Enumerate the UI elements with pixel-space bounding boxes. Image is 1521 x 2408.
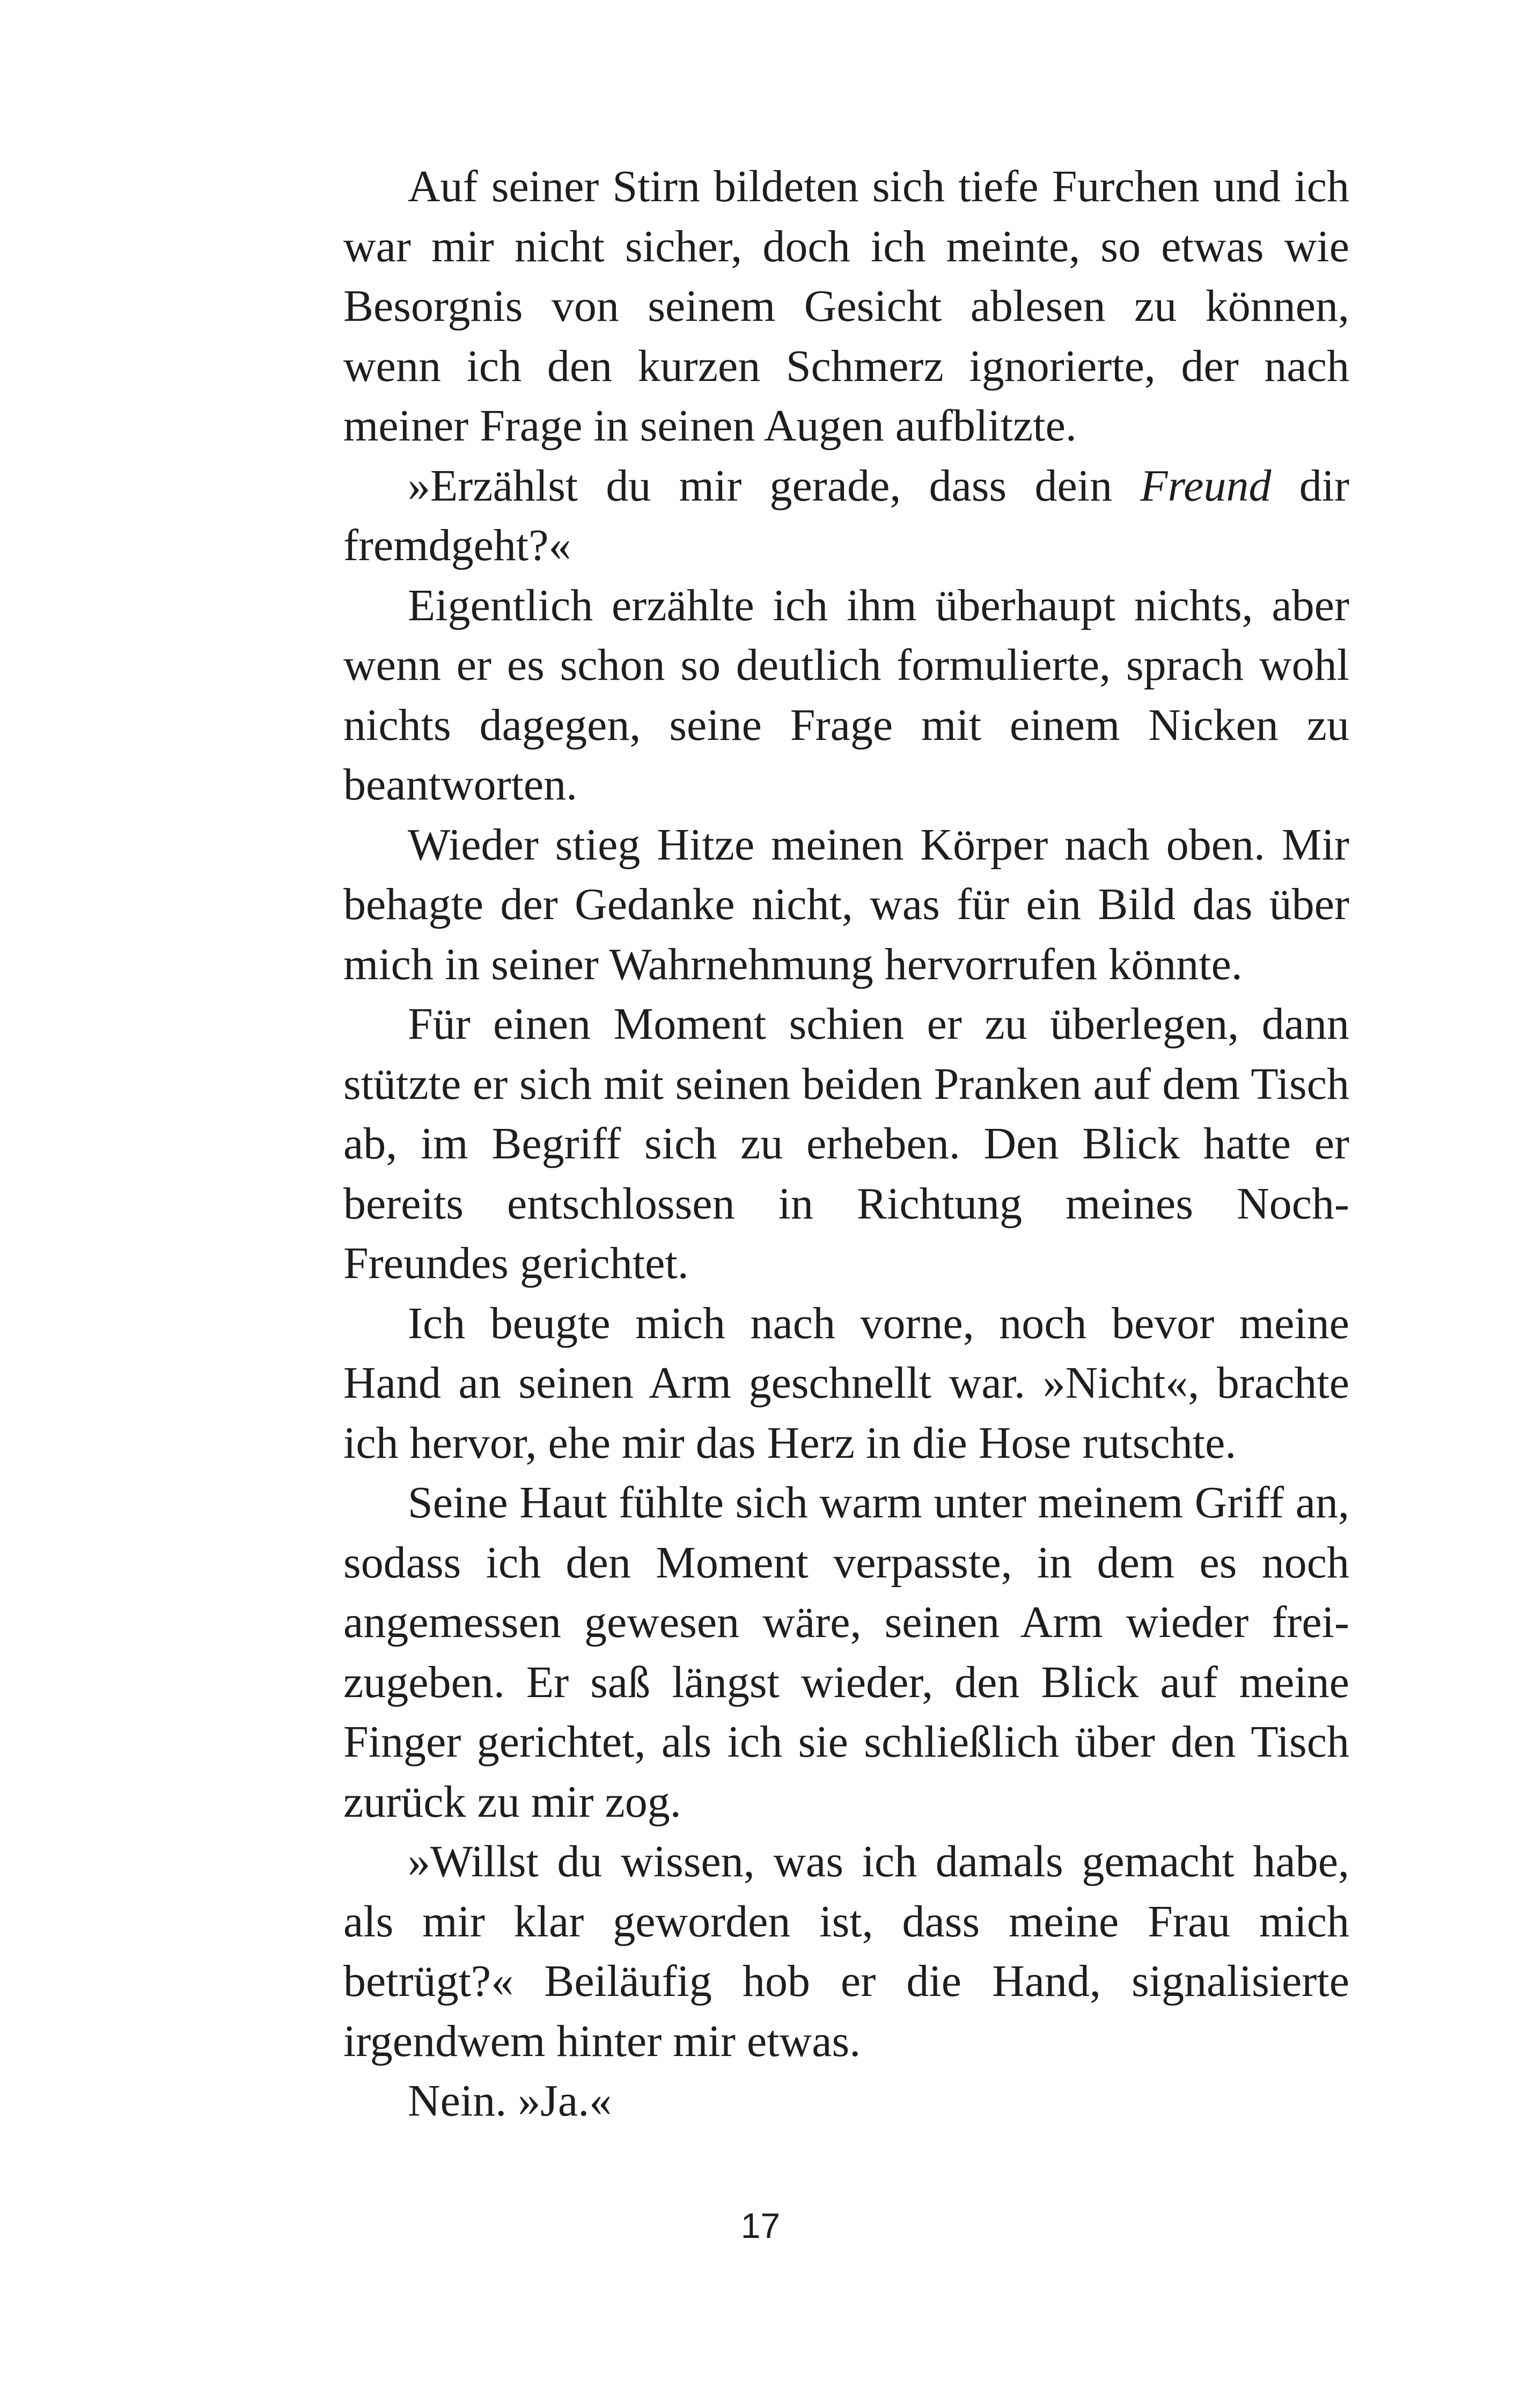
body-text <box>343 157 1349 2131</box>
paragraph-5: Für einen Moment schien er zu überlegen, dann stützte er sich mit seinen beiden Pranken auf dem Tisch ab, im Begriff sich zu erheben. Den Blick hatte er bereits entschlossen in Richtung meines Noch-Freundes gerichtet. <box>343 999 1349 1288</box>
paragraph-4: Wieder stieg Hitze meinen Körper nach oben. Mir behagte der Gedanke nicht, was für ein Bild das über mich in seiner Wahrnehmung hervorrufen könnte. <box>343 819 1349 989</box>
paragraph-2-end: dir fremdgeht?« <box>343 460 1350 570</box>
paragraph-8: »Willst du wissen, was ich damals gemacht habe, als mir klar geworden ist, dass meine Frau mich betrügt?« Beiläufig hob er die Hand, signalisierte irgendwem hinter mir etwas. <box>343 1837 1349 2066</box>
page-number: 17 <box>740 2206 781 2245</box>
paragraph-7: Seine Haut fühlte sich warm unter meinem Griff an, sodass ich den Moment verpasste, in dem es noch angemessen gewesen wäre, seinen Arm wieder freizugeben. Er saß längst wieder, den Blick auf meine Finger gerichtet, als ich sie schließlich über den Tisch zurück zu mir zog. <box>343 1478 1349 1827</box>
emphasis-freund: Freund <box>1140 460 1272 511</box>
paragraph-9: Nein. »Ja.« <box>408 2076 612 2126</box>
paragraph-1: Auf seiner Stirn bildeten sich tiefe Furchen und ich war mir nicht sicher, doch ich meinte, so etwas wie Besorgnis von seinem Gesicht ablesen zu können, wenn ich den kurzen Schmerz ignorierte, der nach meiner Frage in seinen Augen aufblitzte. <box>343 161 1349 451</box>
paragraph-2-start: »Erzählst du mir gerade, dass dein <box>408 460 1141 511</box>
paragraph-2 <box>343 456 1349 576</box>
paragraph-3: Eigentlich erzählte ich ihm überhaupt nichts, aber wenn er es schon so deutlich formulierte, sprach wohl nichts dagegen, seine Frage mit einem Nicken zu beantworten. <box>343 580 1349 810</box>
paragraph-6: Ich beugte mich nach vorne, noch bevor meine Hand an seinen Arm geschnellt war. »Nicht«, brachte ich hervor, ehe mir das Herz in die Hose rutschte. <box>343 1298 1349 1468</box>
